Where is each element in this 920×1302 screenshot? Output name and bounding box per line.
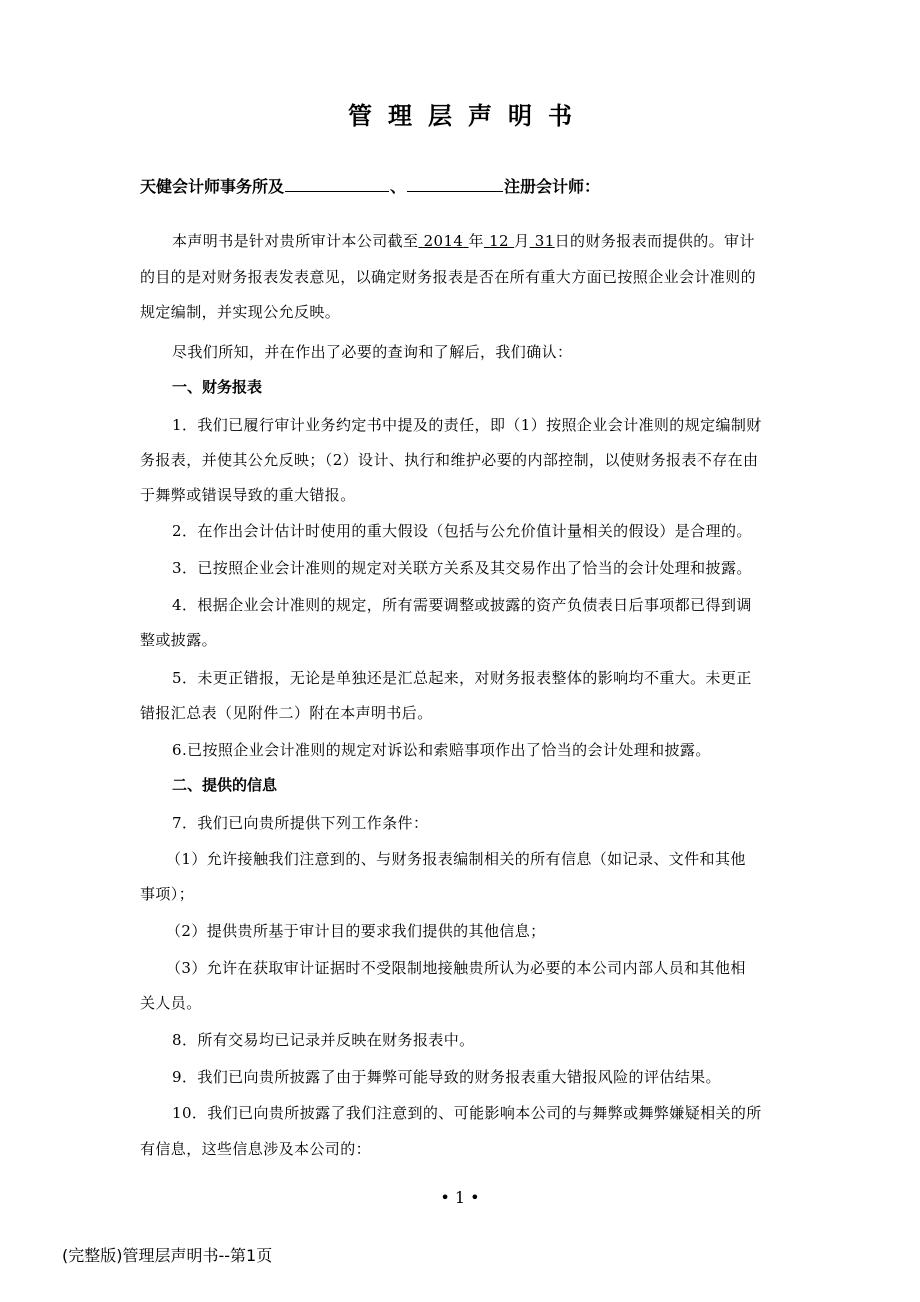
- page-number: • 1 •: [440, 1188, 480, 1207]
- addressee-prefix: 天健会计师事务所及: [140, 177, 285, 196]
- para-7-1-line-2: 事项）；: [140, 885, 195, 903]
- section-heading-information-provided: 二、提供的信息: [172, 776, 278, 794]
- confirm-line: 尽我们所知，并在作出了必要的查询和了解后，我们确认：: [172, 343, 573, 361]
- intro-day: 31: [534, 232, 555, 250]
- para-7-1-line-1: （1）允许接触我们注意到的、与财务报表编制相关的所有信息（如记录、文件和其他: [166, 850, 746, 868]
- document-title: 管理层声明书: [348, 102, 588, 130]
- blank-field-1: [285, 177, 389, 192]
- para-1-line-3: 于舞弊或错误导致的重大错报。: [140, 486, 356, 504]
- year-unit: 年: [468, 232, 484, 250]
- intro-text-end: 日的财务报表而提供的。审计: [554, 232, 755, 250]
- para-2: 2．在作出会计估计时使用的重大假设（包括与公允价值计量相关的假设）是合理的。: [172, 522, 752, 540]
- para-7-3-line-2: 关人员。: [140, 994, 202, 1012]
- para-4-line-2: 整或披露。: [140, 631, 218, 649]
- intro-year: 2014: [423, 232, 464, 250]
- addressee-line: [140, 174, 600, 197]
- para-7-2: （2）提供贵所基于审计目的要求我们提供的其他信息；: [166, 922, 546, 940]
- intro-month: 12: [489, 232, 509, 250]
- addressee-separator: 、: [390, 177, 407, 196]
- para-3: 3．已按照企业会计准则的规定对关联方关系及其交易作出了恰当的会计处理和披露。: [172, 559, 752, 577]
- intro-line-1: [172, 230, 755, 252]
- para-10-line-1: 10．我们已向贵所披露了我们注意到的、可能影响本公司的与舞弊或舞弊嫌疑相关的所: [172, 1104, 762, 1122]
- para-8: 8．所有交易均已记录并反映在财务报表中。: [172, 1031, 475, 1049]
- para-1-line-2: 务报表，并使其公允反映；（2）设计、执行和维护必要的内部控制，以使财务报表不存在由: [140, 451, 759, 469]
- intro-line-2: 的目的是对财务报表发表意见，以确定财务报表是否在所有重大方面已按照企业会计准则的: [140, 268, 757, 286]
- para-10-line-2: 有信息，这些信息涉及本公司的：: [140, 1140, 372, 1158]
- month-unit: 月: [514, 232, 530, 250]
- para-1-line-1: 1．我们已履行审计业务约定书中提及的责任，即（1）按照企业会计准则的规定编制财: [172, 416, 762, 434]
- intro-text: 本声明书是针对贵所审计本公司截至: [172, 232, 419, 250]
- para-5-line-1: 5．未更正错报，无论是单独还是汇总起来，对财务报表整体的影响均不重大。未更正: [172, 669, 752, 687]
- page-footer: (完整版)管理层声明书--第1页: [62, 1246, 273, 1265]
- para-7: 7．我们已向贵所提供下列工作条件：: [172, 814, 429, 832]
- para-6: 6.已按照企业会计准则的规定对诉讼和索赔事项作出了恰当的会计处理和披露。: [172, 741, 711, 759]
- para-7-3-line-1: （3）允许在获取审计证据时不受限制地接触贵所认为必要的本公司内部人员和其他相: [166, 959, 746, 977]
- para-9: 9．我们已向贵所披露了由于舞弊可能导致的财务报表重大错报风险的评估结果。: [172, 1068, 721, 1086]
- section-heading-financial-statements: 一、财务报表: [172, 378, 263, 396]
- para-5-line-2: 错报汇总表（见附件二）附在本声明书后。: [140, 704, 433, 722]
- intro-line-3: 规定编制，并实现公允反映。: [140, 303, 341, 321]
- blank-field-2: [407, 177, 503, 192]
- para-4-line-1: 4．根据企业会计准则的规定，所有需要调整或披露的资产负债表日后事项都已得到调: [172, 596, 752, 614]
- addressee-suffix: 注册会计师：: [504, 177, 601, 196]
